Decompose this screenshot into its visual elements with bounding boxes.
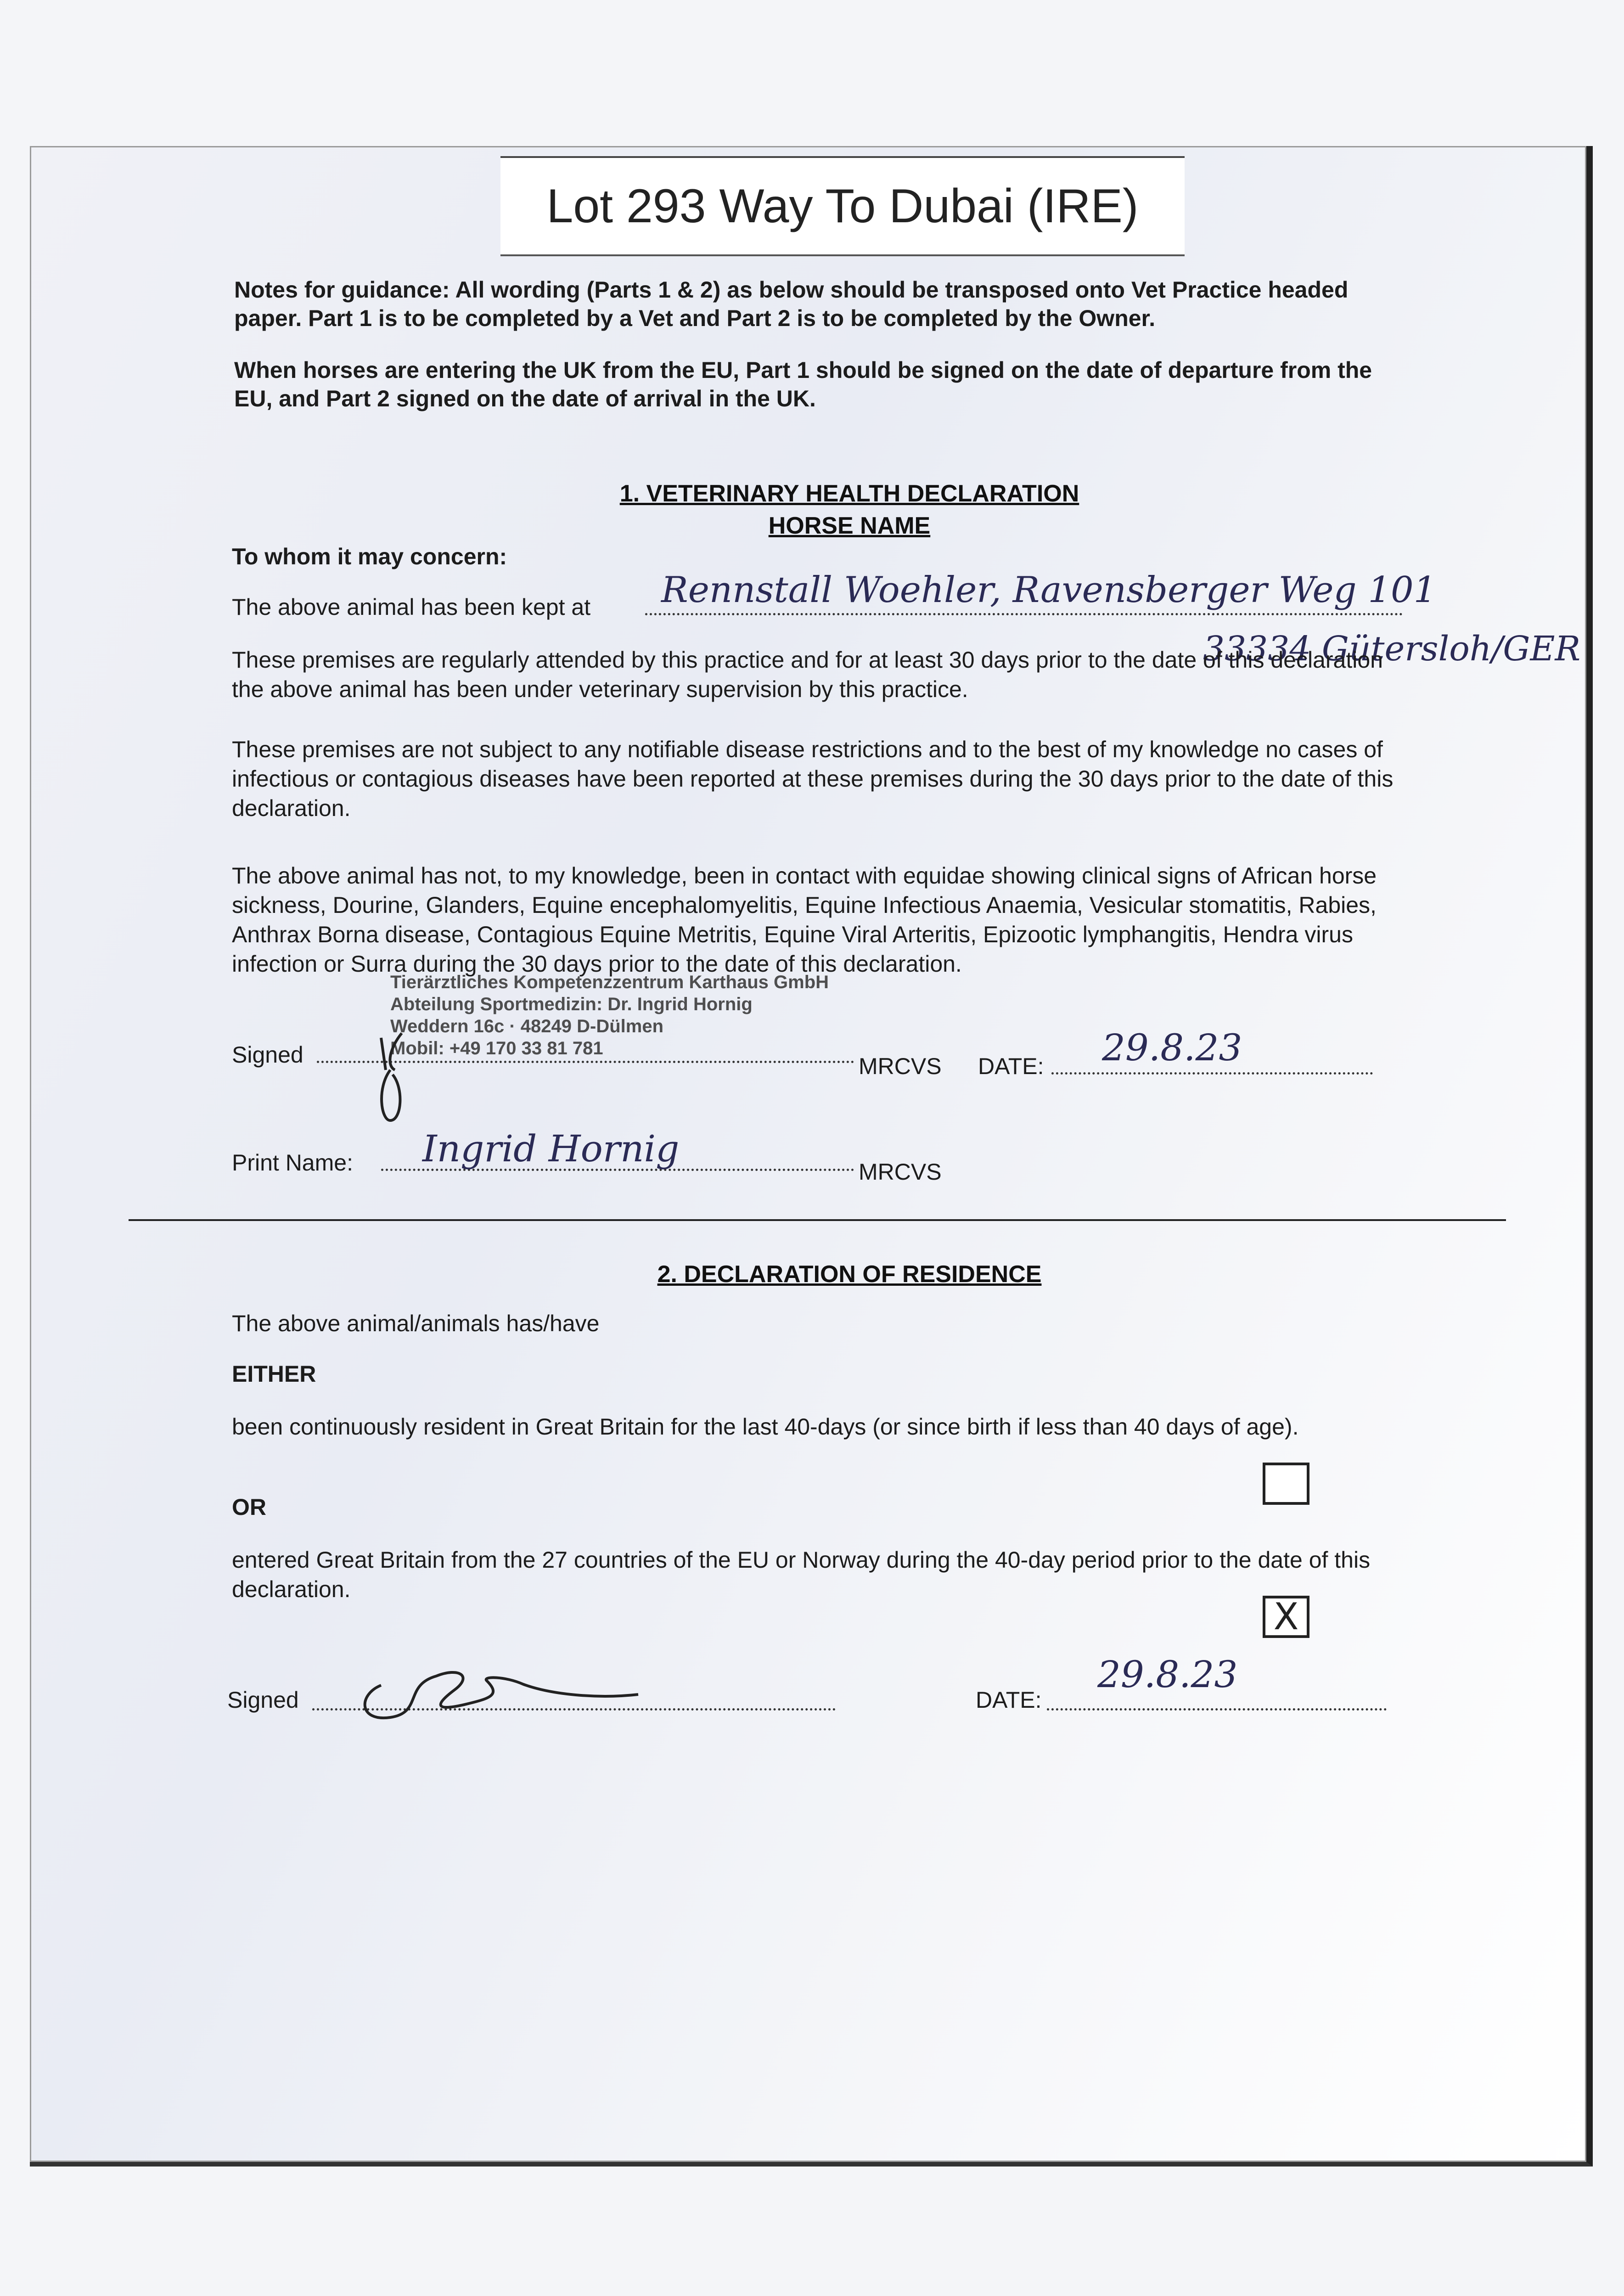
part2-heading: 2. DECLARATION OF RESIDENCE xyxy=(657,1261,1042,1288)
kept-at-label: The above animal has been kept at xyxy=(232,594,591,620)
vet-signature xyxy=(358,1019,523,1130)
part1-heading: 1. VETERINARY HEALTH DECLARATION xyxy=(619,480,1079,507)
lot-title-label xyxy=(500,156,1185,256)
stamp-line: Mobil: +49 170 33 81 781 xyxy=(390,1038,603,1058)
stamp-line: Weddern 16c · 48249 D-Dülmen xyxy=(390,1016,664,1036)
kept-at-handwritten-line2: 33334 Gütersloh/GER xyxy=(1203,629,1581,669)
either-label: EITHER xyxy=(232,1361,316,1387)
option2-check-mark: X xyxy=(1273,1595,1299,1638)
print-name-handwritten: Ingrid Hornig xyxy=(422,1127,680,1170)
guidance-notes: Notes for guidance: All wording (Parts 1 & 2) as below should be transposed onto Vet Practice headed paper. Part 1 is to be completed by a Vet and Part 2 is to be completed by the Owner. xyxy=(234,277,1349,331)
date-handwritten: 29.8.23 xyxy=(1102,1026,1242,1069)
mrcvs-label: MRCVS xyxy=(859,1053,942,1079)
stamp-line: Tierärztliches Kompetenzzentrum Karthaus GmbH xyxy=(390,972,829,992)
kept-at-handwritten: Rennstall Woehler, Ravensberger Weg 101 xyxy=(661,569,1437,611)
owner-signature xyxy=(349,1644,643,1727)
horse-name-heading: HORSE NAME xyxy=(768,512,931,539)
restrictions-paragraph: These premises are not subject to any notifiable disease restrictions and to the best of my knowledge no cases of infectious or contagious diseases have been reported at these premises during the 30 days prior to the date of this declaration. xyxy=(232,737,1394,821)
contact-paragraph: The above animal has not, to my knowledge, been in contact with equidae showing clinical signs of African horse sickness, Dourine, Glanders, Equine encephalomyelitis, Equine Infectious Anaemia, Vesicular stomatitis, Rabies, Anthrax Borna disease, Contagious Equine Metritis, Equine Viral Arteritis, Epizootic lymphangitis, Hendra virus infection or Surra during the 30 days prior to the date of this declaration. xyxy=(232,863,1377,977)
date-label: DATE: xyxy=(978,1053,1044,1079)
lot-title: Lot 293 Way To Dubai (IRE) xyxy=(546,179,1139,233)
premises-paragraph: These premises are regularly attended by this practice and for at least 30 days prior to the date of this declaration the above animal has been under veterinary supervision by this practice. xyxy=(232,647,1383,702)
option1-text: been continuously resident in Great Britain for the last 40-days (or since birth if less than 40 days of age). xyxy=(232,1414,1299,1440)
owner-date-handwritten: 29.8.23 xyxy=(1097,1653,1238,1696)
option2-checkbox[interactable] xyxy=(1263,1596,1309,1638)
section-divider xyxy=(129,1219,1506,1221)
eu-entry-notes: When horses are entering the UK from the EU, Part 1 should be signed on the date of departure from the EU, and Part 2 signed on the date of arrival in the UK. xyxy=(234,357,1372,411)
owner-signed-label: Signed xyxy=(227,1687,299,1713)
or-label: OR xyxy=(232,1494,266,1520)
print-name-label: Print Name: xyxy=(232,1150,353,1176)
part2-intro: The above animal/animals has/have xyxy=(232,1311,600,1336)
to-whom-label: To whom it may concern: xyxy=(232,544,507,569)
owner-date-line xyxy=(1047,1704,1387,1711)
option1-checkbox[interactable] xyxy=(1263,1463,1309,1505)
stamp-line: Abteilung Sportmedizin: Dr. Ingrid Hornig xyxy=(390,994,753,1014)
mrcvs-label-2: MRCVS xyxy=(859,1159,942,1185)
owner-date-label: DATE: xyxy=(976,1687,1042,1713)
option2-text: entered Great Britain from the 27 countries of the EU or Norway during the 40-day period prior to the date of this declaration. xyxy=(232,1547,1371,1602)
signed-label: Signed xyxy=(232,1042,303,1068)
